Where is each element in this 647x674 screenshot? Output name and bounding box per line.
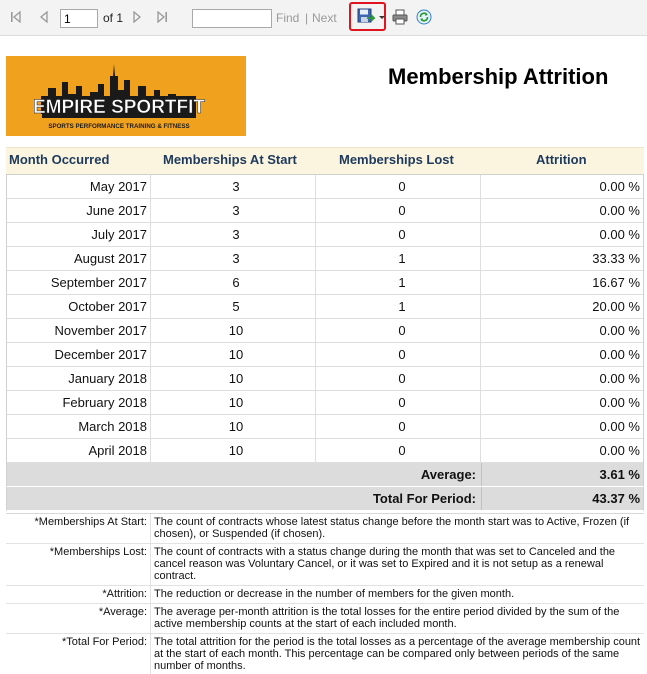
attrition-cell: 20.00 % [592,299,640,314]
memberships-lost-cell: 1 [398,299,406,314]
attrition-cell: 0.00 % [599,323,640,338]
glossary-row [6,544,644,586]
memberships-lost-cell: 0 [398,371,406,386]
logo-graphic [6,56,246,136]
table-row [7,199,643,223]
table-row [7,223,643,247]
glossary-row [6,586,644,604]
first-page-icon[interactable] [10,11,22,23]
page-number-input[interactable] [60,9,98,28]
glossary-definition: The count of contracts with a status change during the month that was set to Canceled and the cancel reason was Voluntary Cancel, or it was set to Expired and it is not setup as a renewal contract. [150,544,644,585]
attrition-cell: 0.00 % [599,227,640,242]
find-input[interactable] [192,9,272,28]
summary-divider [481,487,482,510]
glossary-row [6,604,644,634]
glossary-definition: The total attrition for the period is the total losses as a percentage of the average membership count at the start of each month. This percentage can be compared only between periods of the same number of months. [150,634,644,674]
glossary-term: *Attrition: [102,588,147,600]
glossary-row [6,514,644,544]
memberships-lost-cell: 0 [398,323,406,338]
memberships-start-cell: 3 [232,227,240,242]
glossary-term: *Memberships At Start: [34,516,147,528]
attrition-cell: 0.00 % [599,179,640,194]
memberships-start-cell: 10 [228,419,244,434]
memberships-lost-cell: 0 [398,419,406,434]
memberships-start-cell: 3 [232,251,240,266]
table-row [7,343,643,367]
previous-page-icon[interactable] [39,11,49,23]
month-cell: November 2017 [54,323,147,338]
memberships-start-cell: 3 [232,179,240,194]
glossary-definition: The count of contracts whose latest status change before the month start was to Active, Frozen (if chosen), or Suspended (if chosen). [150,514,644,543]
definitions-glossary [6,513,644,674]
memberships-lost-cell: 0 [398,443,406,458]
memberships-start-cell: 10 [228,323,244,338]
month-cell: September 2017 [50,275,147,290]
memberships-start-cell: 6 [232,275,240,290]
attrition-cell: 0.00 % [599,419,640,434]
attrition-cell: 0.00 % [599,443,640,458]
column-header-attrition: Attrition [536,152,587,167]
month-cell: January 2018 [68,371,147,386]
refresh-icon[interactable] [416,9,432,25]
report-title: Membership Attrition [388,64,609,89]
glossary-term: *Total For Period: [62,636,147,648]
table-row [7,415,643,439]
attrition-cell: 0.00 % [599,203,640,218]
month-cell: October 2017 [68,299,147,314]
toolbar-separator: | [305,11,309,25]
last-page-icon[interactable] [156,11,168,23]
memberships-lost-cell: 0 [398,395,406,410]
memberships-lost-cell: 0 [398,179,406,194]
attrition-cell: 0.00 % [599,371,640,386]
next-page-icon[interactable] [132,11,142,23]
table-row [7,367,643,391]
memberships-start-cell: 10 [228,443,244,458]
table-row [7,439,643,463]
month-cell: December 2017 [54,347,147,362]
report-toolbar [0,0,647,36]
page-count-label: of 1 [103,11,124,25]
memberships-lost-cell: 0 [398,227,406,242]
table-row [7,319,643,343]
summary-divider [481,463,482,486]
average-label: Average: [420,467,476,482]
average-row [6,463,644,487]
table-body [6,174,644,463]
glossary-term: *Memberships Lost: [49,546,147,558]
memberships-lost-cell: 0 [398,347,406,362]
logo-brand-text: EMPIRE SPORTFIT [32,97,206,118]
table-row [7,295,643,319]
glossary-row [6,634,644,674]
attrition-cell: 16.67 % [592,275,640,290]
memberships-lost-cell: 1 [398,251,406,266]
print-icon[interactable] [392,9,408,25]
average-value: 3.61 % [599,467,640,482]
glossary-term: *Average: [98,606,147,618]
table-row [7,175,643,199]
table-row [7,247,643,271]
find-link[interactable]: Find [276,11,300,25]
attrition-table [6,147,644,511]
attrition-cell: 0.00 % [599,395,640,410]
memberships-start-cell: 10 [228,371,244,386]
month-cell: May 2017 [89,179,147,194]
total-row [6,487,644,511]
column-header-start: Memberships At Start [163,152,297,167]
memberships-start-cell: 5 [232,299,240,314]
find-next-link[interactable]: Next [312,11,337,25]
export-icon[interactable] [357,8,375,25]
memberships-start-cell: 10 [228,395,244,410]
month-cell: August 2017 [73,251,147,266]
table-row [7,391,643,415]
memberships-start-cell: 10 [228,347,244,362]
attrition-cell: 0.00 % [599,347,640,362]
glossary-definition: The reduction or decrease in the number of members for the given month. [150,586,644,603]
total-label: Total For Period: [372,491,476,506]
month-cell: June 2017 [86,203,147,218]
month-cell: July 2017 [91,227,147,242]
month-cell: March 2018 [78,419,147,434]
table-header [6,147,644,174]
total-value: 43.37 % [592,491,640,506]
month-cell: February 2018 [62,395,147,410]
memberships-lost-cell: 0 [398,203,406,218]
glossary-definition: The average per-month attrition is the total losses for the entire period divided by the sum of the active membership counts at the start of each included month. [150,604,644,633]
column-header-lost: Memberships Lost [339,152,454,167]
month-cell: April 2018 [88,443,147,458]
export-dropdown-caret[interactable] [379,16,385,19]
column-header-month: Month Occurred [9,152,110,167]
logo-tagline-text: SPORTS PERFORMANCE TRAINING & FITNESS [48,123,190,130]
table-row [7,271,643,295]
company-logo [6,56,246,136]
memberships-lost-cell: 1 [398,275,406,290]
attrition-cell: 33.33 % [592,251,640,266]
memberships-start-cell: 3 [232,203,240,218]
